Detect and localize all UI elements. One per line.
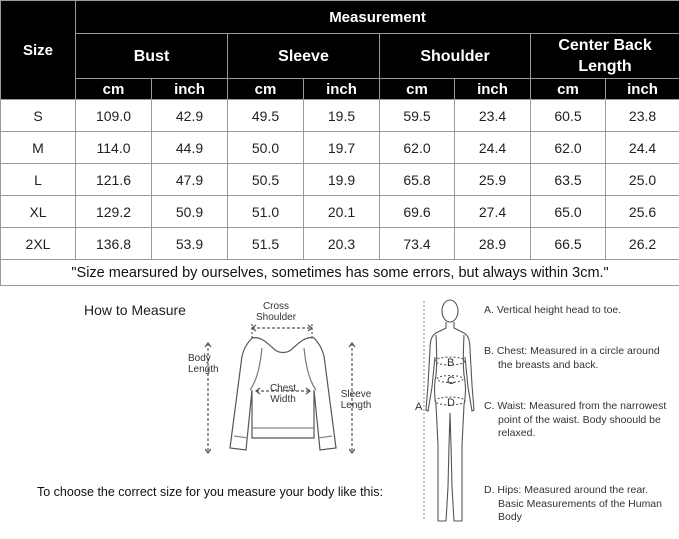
- value-cell: 20.3: [304, 228, 380, 260]
- value-cell: 25.0: [606, 164, 679, 196]
- value-cell: 73.4: [380, 228, 455, 260]
- value-cell: 50.5: [228, 164, 304, 196]
- center-back-length-label: Center Back Length: [558, 37, 652, 75]
- value-cell: 42.9: [152, 100, 228, 132]
- value-cell: 59.5: [380, 100, 455, 132]
- value-cell: 53.9: [152, 228, 228, 260]
- value-cell: 25.9: [455, 164, 531, 196]
- cross-shoulder-line1: Cross: [262, 301, 290, 312]
- group-header-center-back-length: [531, 34, 679, 79]
- figure-letter-b: B: [447, 357, 455, 369]
- value-cell: 26.2: [606, 228, 679, 260]
- value-cell: 129.2: [76, 196, 152, 228]
- figure-letter-c: C: [447, 375, 455, 387]
- size-cell: S: [1, 100, 76, 132]
- value-cell: 114.0: [76, 132, 152, 164]
- chest-width-label: [263, 383, 303, 405]
- sleeve-length-line2: Length: [340, 400, 372, 411]
- value-cell: 136.8: [76, 228, 152, 260]
- table-row: [1, 164, 679, 196]
- value-cell: 66.5: [531, 228, 606, 260]
- value-cell: 20.1: [304, 196, 380, 228]
- legend-item-b: [484, 345, 674, 372]
- measure-instruction: To choose the correct size for you measure your body like this:: [37, 485, 383, 499]
- value-cell: 49.5: [228, 100, 304, 132]
- value-cell: 62.0: [531, 132, 606, 164]
- value-cell: 19.7: [304, 132, 380, 164]
- value-cell: 51.0: [228, 196, 304, 228]
- size-cell: XL: [1, 196, 76, 228]
- sleeve-length-label: [336, 389, 376, 411]
- group-header-bust: Bust: [76, 34, 228, 79]
- unit-header: cm: [76, 79, 152, 100]
- figure-letter-d: D: [447, 397, 455, 409]
- value-cell: 50.9: [152, 196, 228, 228]
- table-row: [1, 196, 679, 228]
- unit-header: inch: [304, 79, 380, 100]
- value-cell: 23.4: [455, 100, 531, 132]
- unit-header: inch: [152, 79, 228, 100]
- value-cell: 44.9: [152, 132, 228, 164]
- value-cell: 69.6: [380, 196, 455, 228]
- group-header-sleeve: Sleeve: [228, 34, 380, 79]
- legend-text: B. Chest: Measured in a circle around the breasts and back.: [484, 345, 660, 371]
- value-cell: 27.4: [455, 196, 531, 228]
- body-figure: [410, 295, 480, 527]
- value-cell: 25.6: [606, 196, 679, 228]
- chest-width-line1: Chest: [269, 383, 297, 394]
- value-cell: 50.0: [228, 132, 304, 164]
- table-row: [1, 132, 679, 164]
- unit-header: cm: [228, 79, 304, 100]
- unit-header: inch: [455, 79, 531, 100]
- group-header-shoulder: Shoulder: [380, 34, 531, 79]
- legend-item-d: [484, 484, 674, 525]
- tolerance-note: "Size mearsured by ourselves, sometimes has some errors, but always within 3cm.": [1, 260, 679, 286]
- legend-text: C. Waist: Measured from the narrowest point of the waist. Body shoould be relaxed.: [484, 400, 667, 440]
- value-cell: 109.0: [76, 100, 152, 132]
- measurement-header: Measurement: [76, 1, 679, 34]
- table-row: [1, 228, 679, 260]
- value-cell: 65.0: [531, 196, 606, 228]
- value-cell: 24.4: [606, 132, 679, 164]
- cross-shoulder-label: [256, 301, 296, 323]
- chest-width-line2: Width: [270, 394, 296, 405]
- size-cell: L: [1, 164, 76, 196]
- how-to-measure-title: How to Measure: [84, 302, 186, 318]
- size-cell: M: [1, 132, 76, 164]
- value-cell: 24.4: [455, 132, 531, 164]
- value-cell: 62.0: [380, 132, 455, 164]
- unit-header: inch: [606, 79, 679, 100]
- legend-item-a: [484, 304, 674, 318]
- value-cell: 121.6: [76, 164, 152, 196]
- value-cell: 23.8: [606, 100, 679, 132]
- sleeve-length-line1: Sleeve: [340, 389, 372, 400]
- value-cell: 19.9: [304, 164, 380, 196]
- unit-header: cm: [380, 79, 455, 100]
- value-cell: 60.5: [531, 100, 606, 132]
- legend-item-c: [484, 400, 674, 441]
- value-cell: 65.8: [380, 164, 455, 196]
- body-length-label: [188, 353, 232, 375]
- body-length-line2: Length: [188, 364, 219, 375]
- cross-shoulder-line2: Shoulder: [256, 312, 297, 323]
- value-cell: 28.9: [455, 228, 531, 260]
- value-cell: 63.5: [531, 164, 606, 196]
- body-length-line1: Body: [188, 353, 211, 364]
- size-header: Size: [1, 1, 76, 100]
- figure-letter-a: A: [415, 401, 423, 413]
- legend-text: D. Hips: Measured around the rear. Basic Measurements of the Human Body: [484, 484, 662, 524]
- unit-header: cm: [531, 79, 606, 100]
- table-row: [1, 100, 679, 132]
- size-cell: 2XL: [1, 228, 76, 260]
- value-cell: 19.5: [304, 100, 380, 132]
- value-cell: 51.5: [228, 228, 304, 260]
- value-cell: 47.9: [152, 164, 228, 196]
- legend-text: A. Vertical height head to toe.: [484, 304, 622, 316]
